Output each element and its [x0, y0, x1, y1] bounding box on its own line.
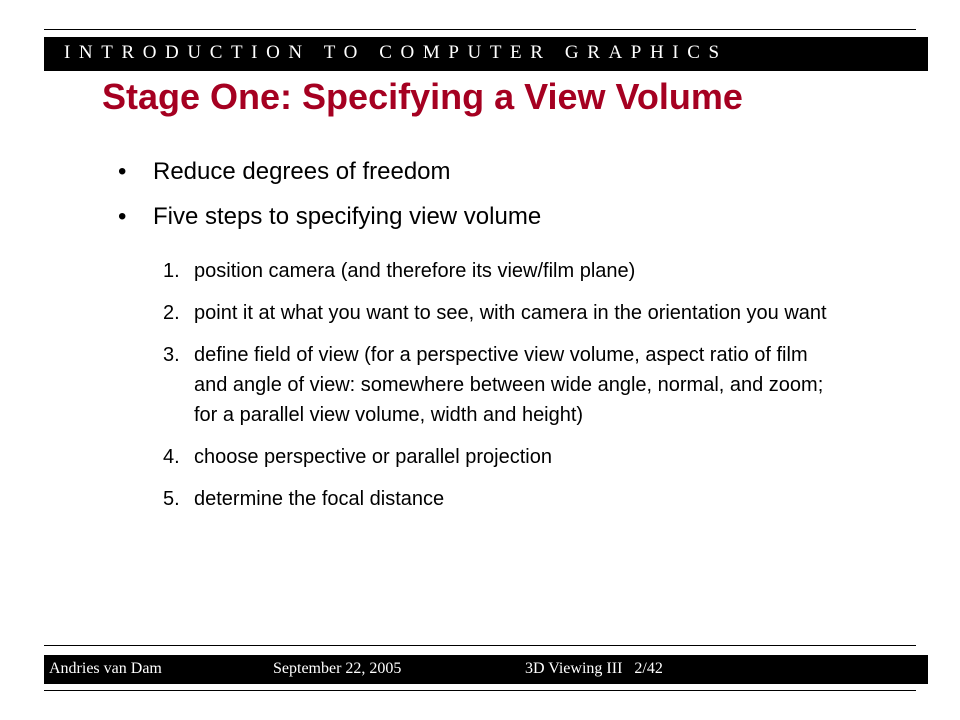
step-number: 4.	[163, 446, 180, 468]
bullet-text: Reduce degrees of freedom	[153, 158, 451, 185]
bullet-dot-icon: •	[118, 203, 127, 230]
step-text: position camera (and therefore its view/film plane)	[194, 260, 636, 282]
footer-date: September 22, 2005	[273, 660, 402, 677]
bullet-item	[118, 203, 541, 231]
footer-author: Andries van Dam	[49, 660, 162, 677]
step-item	[163, 442, 843, 472]
bullet-list	[118, 158, 541, 248]
step-number: 3.	[163, 344, 180, 366]
step-text: define field of view (for a perspective view volume, aspect ratio of film and angle of view: somewhere between wide angle, normal, and zoom; for a parallel view volume, width and height)	[194, 344, 824, 426]
bottom-rule-lower	[44, 690, 916, 691]
footer-lecture-title: 3D Viewing III	[525, 660, 623, 677]
header-band	[44, 37, 928, 71]
course-title: INTRODUCTION TO COMPUTER GRAPHICS	[64, 42, 728, 63]
bullet-item	[118, 158, 541, 186]
step-item	[163, 340, 843, 430]
bullet-dot-icon: •	[118, 158, 127, 185]
step-number: 5.	[163, 488, 180, 510]
step-text: point it at what you want to see, with camera in the orientation you want	[194, 302, 827, 324]
step-item	[163, 298, 843, 328]
step-text: determine the focal distance	[194, 488, 445, 510]
slide-title: Stage One: Specifying a View Volume	[102, 76, 743, 117]
top-rule	[44, 29, 916, 30]
footer-page-number: 2/42	[634, 660, 663, 677]
step-text: choose perspective or parallel projection	[194, 446, 552, 468]
steps-list	[163, 256, 843, 526]
footer-band	[44, 655, 928, 684]
step-item	[163, 256, 843, 286]
step-item	[163, 484, 843, 514]
bottom-rule-upper	[44, 645, 916, 646]
step-number: 1.	[163, 260, 180, 282]
footer-lecture	[525, 660, 663, 678]
step-number: 2.	[163, 302, 180, 324]
bullet-text: Five steps to specifying view volume	[153, 203, 542, 230]
